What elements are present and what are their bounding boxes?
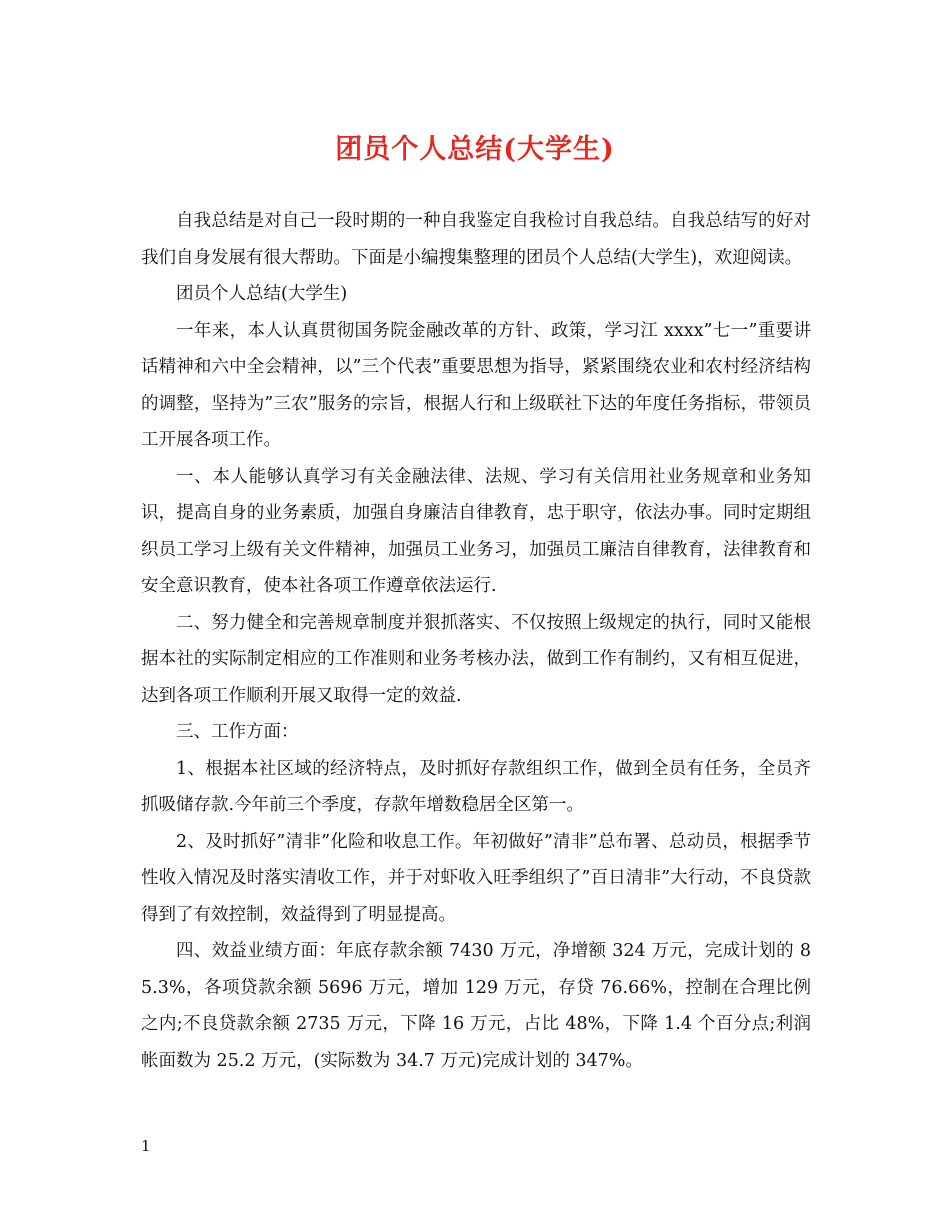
document-title: 团员个人总结(大学生) [335, 134, 615, 165]
paragraph-overview: 一年来，本人认真贯彻国务院金融改革的方针、政策，学习江 xxxx”七一”重要讲话精神和六中全会精神，以”三个代表”重要思想为指导，紧紧围绕农业和农村经济结构的调整，坚持为”三农”服务的宗旨，根据人行和上级联社下达的年度任务指标，带领员工开展各项工作。 [141, 320, 811, 450]
paragraph-section-four: 四、效益业绩方面：年底存款余额 7430 万元，净增额 324 万元，完成计划的 85.3%，各项贷款余额 5696 万元，增加 129 万元，存贷 76.66%，控制在合理比例之内;不良贷款余额 2735 万元，下降 16 万元，占比 48%，下降 1.4 个百分点;利润帐面数为 25.2 万元，(实际数为 34.7 万元)完成计划的 347%。 [141, 941, 811, 1071]
paragraph-item-one: 1、根据本社区域的经济特点，及时抓好存款组织工作，做到全员有任务，全员齐抓吸储存款.今年前三个季度，存款年增数稳居全区第一。 [141, 758, 811, 815]
document-body [141, 203, 811, 1079]
paragraph-item-two: 2、及时抓好”清非”化险和收息工作。年初做好”清非”总布署、总动员，根据季节性收入情况及时落实清收工作，并于对虾收入旺季组织了”百日清非”大行动，不良贷款得到了有效控制，效益得到了明显提高。 [141, 831, 811, 925]
paragraph-section-three-heading: 三、工作方面： [176, 722, 299, 742]
paragraph-section-two: 二、努力健全和完善规章制度并狠抓落实、不仅按照上级规定的执行，同时又能根据本社的实际制定相应的工作准则和业务考核办法，做到工作有制约，又有相互促进，达到各项工作顺利开展又取得一定的效益. [141, 612, 811, 706]
paragraph-intro: 自我总结是对自己一段时期的一种自我鉴定自我检讨自我总结。自我总结写的好对我们自身发展有很大帮助。下面是小编搜集整理的团员个人总结(大学生)，欢迎阅读。 [141, 211, 811, 268]
paragraph-subtitle: 团员个人总结(大学生) [176, 284, 348, 304]
page-number: 1 [141, 1137, 151, 1155]
paragraph-section-one: 一、本人能够认真学习有关金融法律、法规、学习有关信用社业务规章和业务知识，提高自身的业务素质，加强自身廉洁自律教育，忠于职守，依法办事。同时定期组织员工学习上级有关文件精神，加强员工业务习，加强员工廉洁自律教育，法律教育和安全意识教育，使本社各项工作遵章依法运行. [141, 466, 811, 596]
